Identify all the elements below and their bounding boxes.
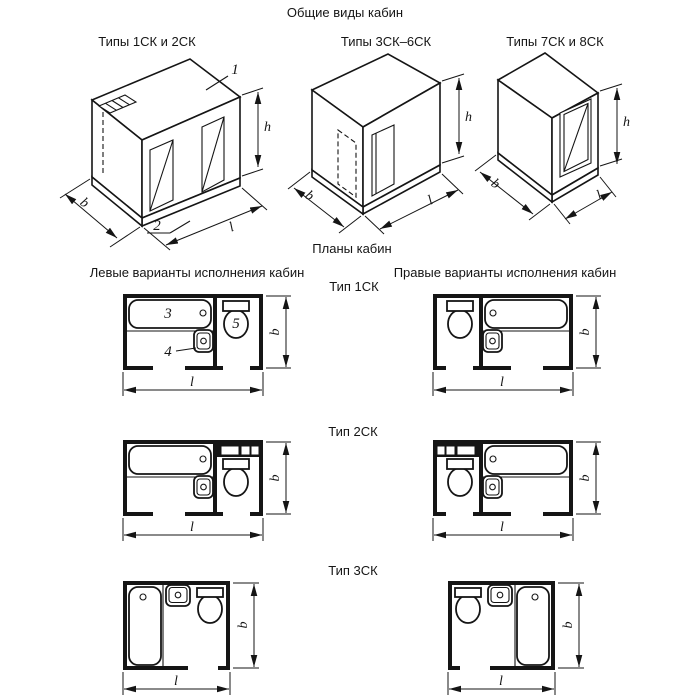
plan-1sk-left [123,294,291,396]
dim-width: b [236,621,251,629]
view-label-1sk-2sk: Типы 1СК и 2СК [98,34,196,49]
dim-width: b [268,474,283,482]
dim-width: b [487,176,503,193]
left-variants-header: Левые варианты исполнения кабин [89,265,305,280]
plan-3sk-left [123,581,259,695]
plan-3sk-left-body [123,581,230,670]
right-variants-header: Правые варианты исполнения кабин [393,265,617,280]
door-opening [560,99,591,177]
dim-length: l [594,188,605,204]
dim-length: l [499,674,503,689]
type-3sk-label: Тип 3СК [328,563,378,578]
plan-2sk-left [123,440,291,541]
leader-line-4 [176,348,196,351]
plan-2sk-right-body [433,440,573,516]
page-title: Общие виды кабин [286,5,404,20]
plans-title: Планы кабин [312,241,392,256]
dim-length: l [190,375,194,390]
dim-width: b [76,195,92,212]
dim-length: l [190,520,194,535]
callout-bathtub: 3 [164,306,172,322]
plan-3sk-right-body [448,581,555,670]
dim-length: l [500,375,504,390]
dim-width: b [561,621,576,629]
plan-1sk-right [433,294,601,396]
door-opening [372,125,394,196]
dim-width: b [578,328,593,336]
plan-3sk-right [448,581,584,695]
isometric-view-3sk-6sk [288,54,472,234]
door-opening-right [202,117,224,192]
callout-roof-panel: 1 [231,62,239,78]
callout-washbasin: 4 [164,344,172,360]
dim-width: b [578,474,593,482]
isometric-view-1sk-2sk [60,59,271,250]
plan-2sk-left-body [123,440,263,516]
dim-height: h [264,120,271,135]
callout-base: 2 [153,218,161,234]
view-label-7sk-8sk: Типы 7СК и 8СК [506,34,604,49]
dim-height: h [623,115,630,130]
dim-length: l [425,193,436,209]
isometric-view-7sk-8sk [475,53,630,224]
plan-2sk-right [433,440,601,541]
door-opening-left [150,140,173,211]
view-label-3sk-6sk: Типы 3СК–6СК [340,34,432,49]
callout-toilet: 5 [232,316,240,332]
plan-1sk-left-body [123,294,263,370]
dim-length: l [500,520,504,535]
dim-length: l [227,220,237,236]
type-1sk-label: Тип 1СК [329,279,379,294]
dim-width: b [301,188,317,205]
type-2sk-label: Тип 2СК [328,424,378,439]
dim-length: l [174,674,178,689]
dim-width: b [268,328,283,336]
leader-line-2 [170,221,190,233]
dim-height: h [465,110,472,125]
plan-1sk-right-body [433,294,573,370]
